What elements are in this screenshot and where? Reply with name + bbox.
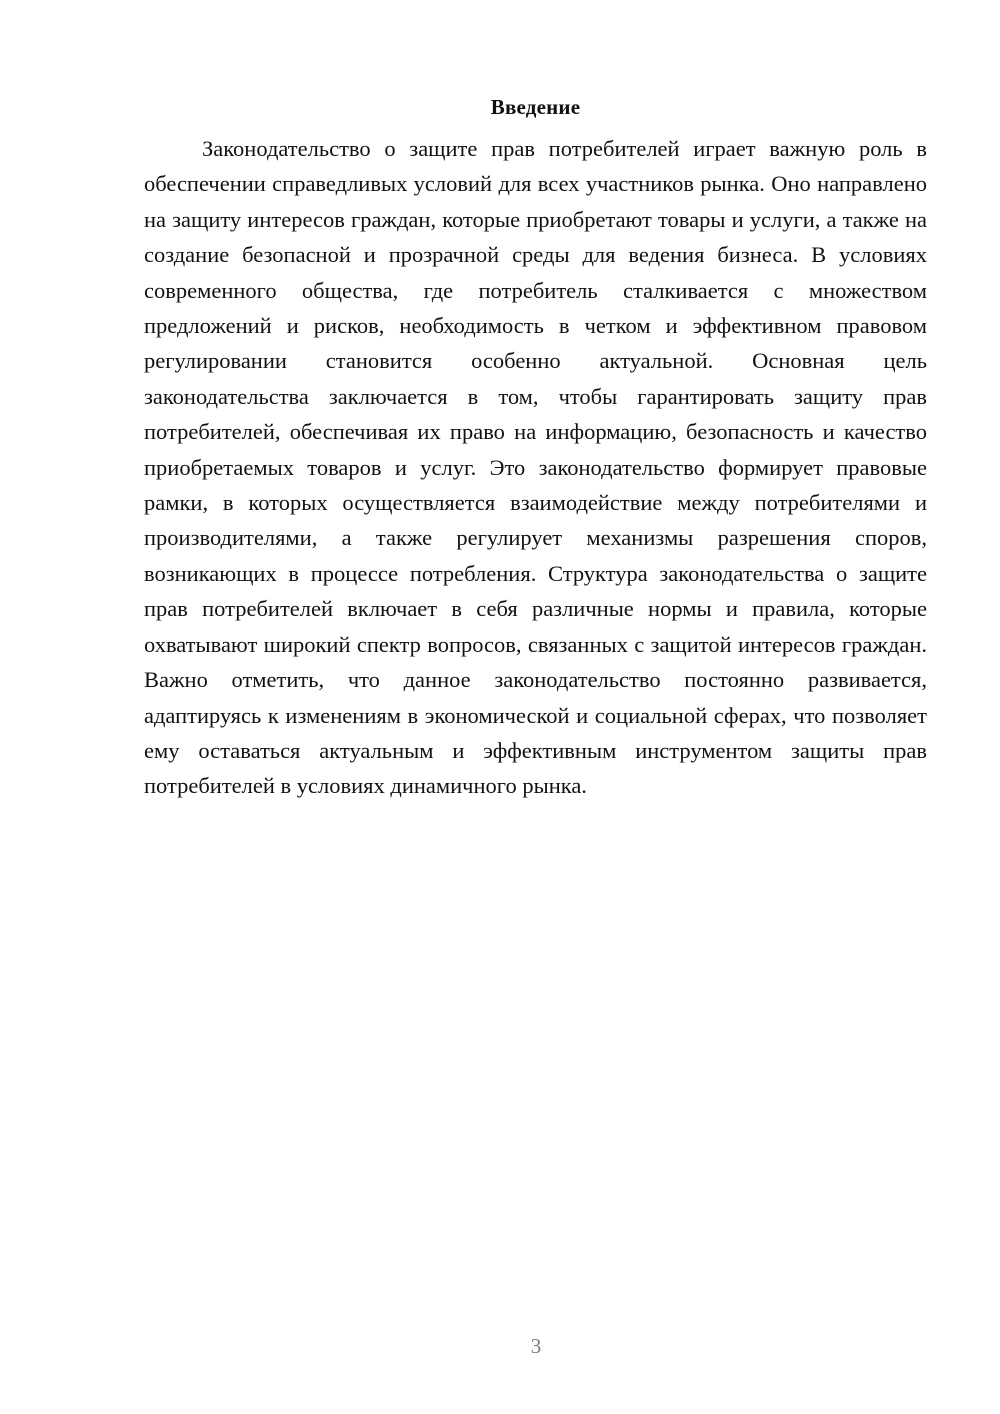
- page-number: 3: [530, 1334, 542, 1358]
- section-heading: Введение: [490, 95, 581, 119]
- page-content: [144, 92, 927, 804]
- body-paragraph: Законодательство о защите прав потребителей играет важную роль в обеспечении справедливых условий для всех участников рынка. Оно направлено на защиту интересов граждан, которые приобретают товары и услуги, а также на создание безопасной и прозрачной среды для ведения бизнеса. В условиях современного общества, где потребитель сталкивается с множеством предложений и рисков, необходимость в четком и эффективном правовом регулировании становится особенно актуальной. Основная цель законодательства заключается в том, чтобы гарантировать защиту прав потребителей, обеспечивая их право на информацию, безопасность и качество приобретаемых товаров и услуг. Это законодательство формирует правовые рамки, в которых осуществляется взаимодействие между потребителями и производителями, а также регулирует механизмы разрешения споров, возникающих в процессе потребления. Структура законодательства о защите прав потребителей включает в себя различные нормы и правила, которые охватывают широкий спектр вопросов, связанных с защитой интересов граждан. Важно отметить, что данное законодательство постоянно развивается, адаптируясь к изменениям в экономической и социальной сферах, что позволяет ему оставаться актуальным и эффективным инструментом защиты прав потребителей в условиях динамичного рынка.: [144, 136, 927, 799]
